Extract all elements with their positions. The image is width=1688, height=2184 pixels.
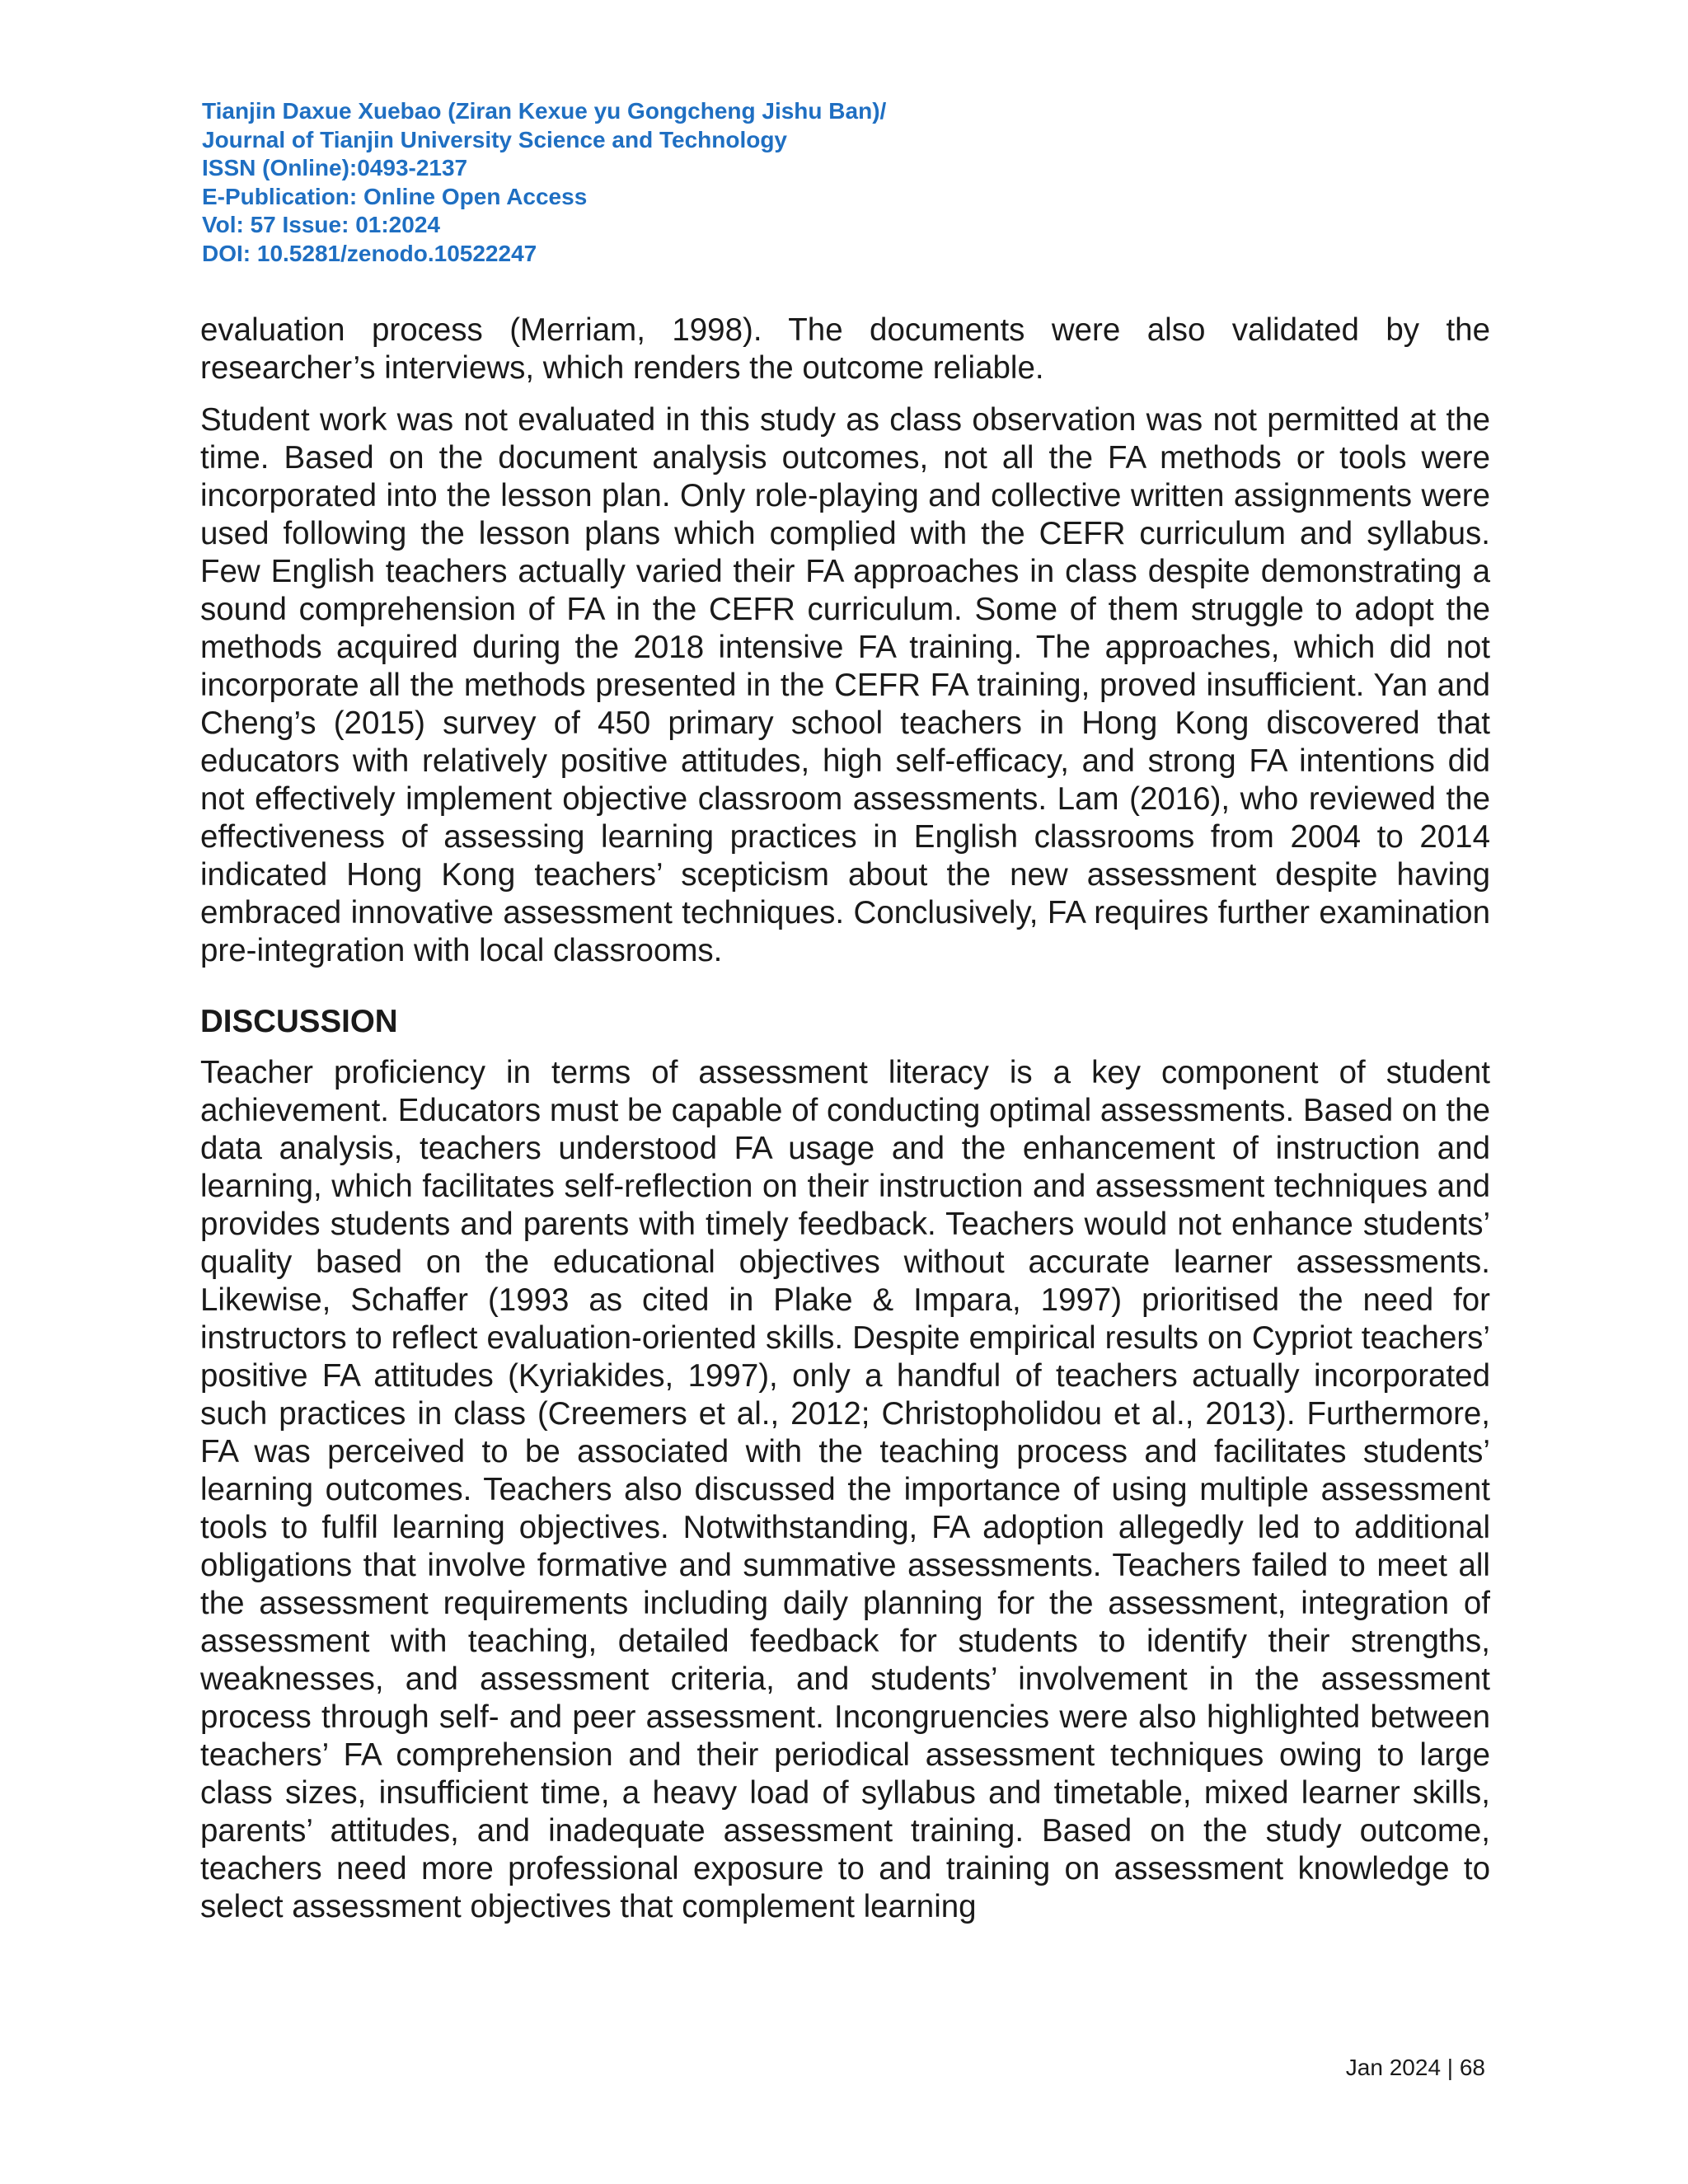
journal-epublication: E-Publication: Online Open Access (202, 183, 588, 209)
journal-title-line2: Journal of Tianjin University Science and Technology (202, 126, 788, 152)
journal-volume: Vol: 57 Issue: 01:2024 (202, 212, 440, 237)
body-paragraph-2: Student work was not evaluated in this study as class observation was not permitted at the time. Based on the document analysis outcomes, not all the FA methods or tools were incorporated into the lesson plan. Only role-playing and collective written assignments were used following the lesson plans which complied with the CEFR curriculum and syllabus. Few English teachers actually varied their FA approaches in class despite demonstrating a sound comprehension of FA in the CEFR curriculum. Some of them struggle to adopt the methods acquired during the 2018 intensive FA training. The approaches, which did not incorporate all the methods presented in the CEFR FA training, proved insufficient. Yan and Cheng’s (2015) survey of 450 primary school teachers in Hong Kong discovered that educators with relatively positive attitudes, high self-efficacy, and strong FA intentions did not effectively implement objective classroom assessments. Lam (2016), who reviewed the effectiveness of assessing learning practices in English classrooms from 2004 to 2014 indicated Hong Kong teachers’ scepticism about the new assessment despite having embraced innovative assessment techniques. Conclusively, FA requires further examination pre-integration with local classrooms. (200, 402, 1490, 968)
section-heading-discussion: DISCUSSION (200, 1004, 398, 1039)
article-body (200, 312, 1490, 1926)
journal-doi: DOI: 10.5281/zenodo.10522247 (202, 240, 537, 266)
journal-title-line1: Tianjin Daxue Xuebao (Ziran Kexue yu Gongcheng Jishu Ban)/ (202, 98, 887, 124)
journal-header (202, 97, 1356, 268)
page-footer: Jan 2024 | 68 (1345, 2055, 1485, 2080)
journal-issn: ISSN (Online):0493-2137 (202, 155, 468, 180)
body-paragraph-1: evaluation process (Merriam, 1998). The documents were also validated by the researcher’s interviews, which renders the outcome reliable. (200, 312, 1490, 386)
body-paragraph-3: Teacher proficiency in terms of assessment literacy is a key component of student achievement. Educators must be capable of conducting optimal assessments. Based on the data analysis, teachers understood FA usage and the enhancement of instruction and learning, which facilitates self-reflection on their instruction and assessment techniques and provides students and parents with timely feedback. Teachers would not enhance students’ quality based on the educational objectives without accurate learner assessments. Likewise, Schaffer (1993 as cited in Plake & Impara, 1997) prioritised the need for instructors to reflect evaluation-oriented skills. Despite empirical results on Cypriot teachers’ positive FA attitudes (Kyriakides, 1997), only a handful of teachers actually incorporated such practices in class (Creemers et al., 2012; Christopholidou et al., 2013). Furthermore, FA was perceived to be associated with the teaching process and facilitates students’ learning outcomes. Teachers also discussed the importance of using multiple assessment tools to fulfil learning objectives. Notwithstanding, FA adoption allegedly led to additional obligations that involve formative and summative assessments. Teachers failed to meet all the assessment requirements including daily planning for the assessment, integration of assessment with teaching, detailed feedback for students to identify their strengths, weaknesses, and assessment criteria, and students’ involvement in the assessment process through self- and peer assessment. Incongruencies were also highlighted between teachers’ FA comprehension and their periodical assessment techniques owing to large class sizes, insufficient time, a heavy load of syllabus and timetable, mixed learner skills, parents’ attitudes, and inadequate assessment training. Based on the study outcome, teachers need more professional exposure to and training on assessment knowledge to select assessment objectives that complement learning (200, 1055, 1490, 1924)
